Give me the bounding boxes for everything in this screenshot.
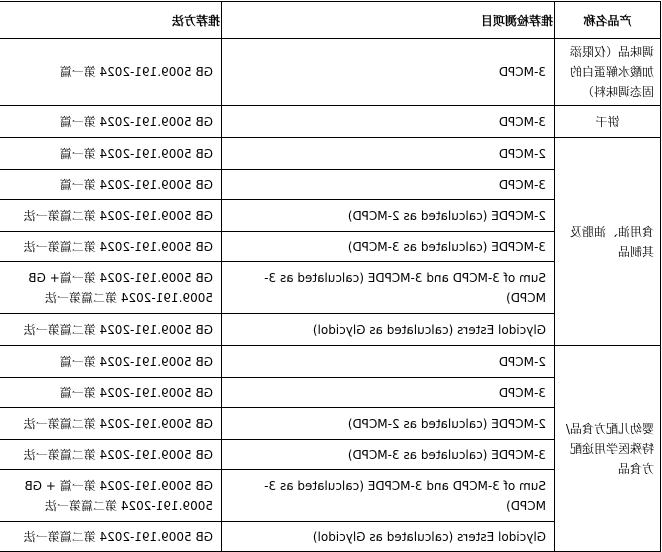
product-cell: 食用油、油脂及其制品 xyxy=(555,138,661,346)
table-header-row xyxy=(0,2,661,39)
item-cell: 3-MCPDE (calculated as 3-MCPD) xyxy=(222,440,555,470)
method-cell: GB 5009.191-2024 第二篇第一法 xyxy=(0,408,222,440)
item-cell: 3-MCPD xyxy=(222,39,555,106)
method-cell: GB 5009.191-2024 第一篇 + GB 5009.191-2024 第二篇第一法 xyxy=(0,470,222,522)
method-cell: GB 5009.191-2024 第一篇 xyxy=(0,106,222,138)
table-row xyxy=(0,106,661,138)
method-cell: GB 5009.191-2024 第二篇第一法 xyxy=(0,522,222,552)
table-row xyxy=(0,39,661,106)
item-cell: 2-MCPD xyxy=(222,346,555,378)
mirrored-table-wrapper xyxy=(0,1,662,545)
item-cell: 2-MCPD xyxy=(222,138,555,170)
method-cell: GB 5009.191-2024 第二篇第一法 xyxy=(0,200,222,232)
item-cell: Glycidol Esters (calculated as Glycidol) xyxy=(222,522,555,552)
item-cell: Sum of 3-MCPD and 3-MCPDE (calculated as 3-MCPD) xyxy=(222,470,555,522)
product-cell: 调味品（仅限添加酸水解蛋白的固态调味料） xyxy=(555,39,661,106)
method-cell: GB 5009.191-2024 第一篇 xyxy=(0,346,222,378)
method-cell: GB 5009.191-2024 第一篇 xyxy=(0,39,222,106)
item-cell: Glycidol Esters (calculated as Glycidol) xyxy=(222,314,555,346)
item-cell: 3-MCPD xyxy=(222,170,555,200)
method-cell: GB 5009.191-2024 第二篇第一法 xyxy=(0,314,222,346)
item-cell: 2-MCPDE (calculated as 2-MCPD) xyxy=(222,408,555,440)
item-cell: Sum of 3-MCPD and 3-MCPDE (calculated as 3-MCPD) xyxy=(222,262,555,314)
header-item: 推荐检测项目 xyxy=(222,2,555,39)
product-cell: 饼干 xyxy=(555,106,661,138)
method-cell: GB 5009.191-2024 第一篇 xyxy=(0,378,222,408)
table-row xyxy=(0,346,661,378)
detection-methods-table xyxy=(0,1,661,552)
item-cell: 2-MCPDE (calculated as 2-MCPD) xyxy=(222,200,555,232)
header-product: 产品名称 xyxy=(555,2,661,39)
method-cell: GB 5009.191-2024 第一篇 xyxy=(0,170,222,200)
item-cell: 3-MCPD xyxy=(222,106,555,138)
method-cell: GB 5009.191-2024 第二篇第一法 xyxy=(0,232,222,262)
method-cell: GB 5009.191-2024 第二篇第一法 xyxy=(0,440,222,470)
method-cell: GB 5009.191-2024 第一篇 xyxy=(0,138,222,170)
method-cell: GB 5009.191-2024 第一篇+ GB 5009.191-2024 第二篇第一法 xyxy=(0,262,222,314)
table-row xyxy=(0,138,661,170)
product-cell: 婴幼儿配方食品/特殊医学用途配方食品 xyxy=(555,346,661,552)
item-cell: 3-MCPDE (calculated as 3-MCPD) xyxy=(222,232,555,262)
item-cell: 3-MCPD xyxy=(222,378,555,408)
header-method: 推荐方法 xyxy=(0,2,222,39)
